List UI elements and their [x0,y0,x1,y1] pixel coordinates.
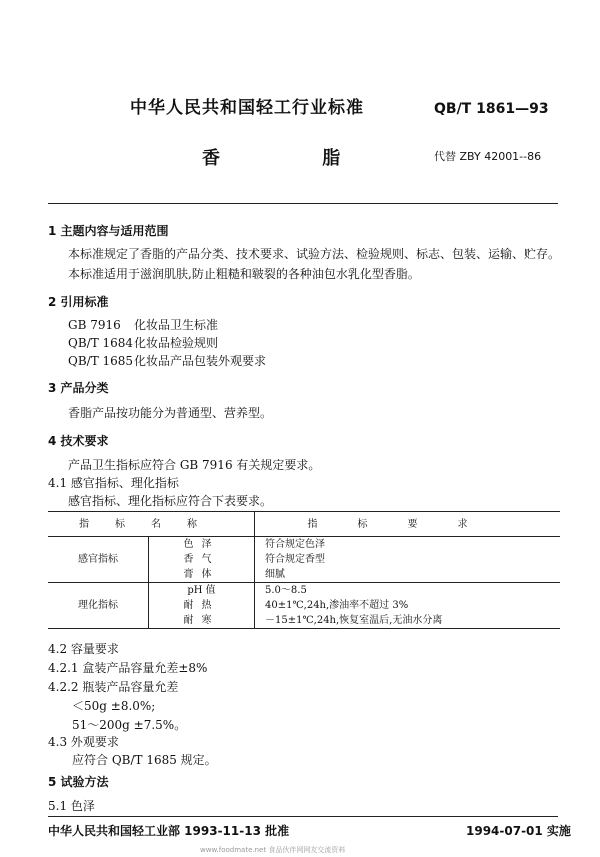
section-4-1-para: 感官指标、理化指标应符合下表要求。 [68,494,273,508]
section-1-heading: 1 主题内容与适用范围 [48,224,169,238]
section-4-2-2: 4.2.2 瓶装产品容量允差 [48,680,179,694]
header-rule [48,203,558,204]
section-1-para-1: 本标准规定了香脂的产品分类、技术要求、试验方法、检验规则、标志、包装、运输、贮存。 [68,247,561,261]
table-row [48,583,560,599]
reference-name: 化妆品卫生标准 [134,318,219,332]
reference-item [68,316,218,333]
item-requirement: 5.0～8.5 [265,585,307,596]
reference-item [68,334,218,351]
item-requirement: 符合规定色泽 [265,539,325,550]
section-2-heading: 2 引用标准 [48,295,109,309]
header-indicator-name: 指标名称 [48,512,255,537]
tolerance-line-1: ＜50g ±8.0%; [72,699,156,713]
replaces-note: 代替 ZBY 42001--86 [434,150,542,163]
section-5-heading: 5 试验方法 [48,775,109,789]
reference-name: 化妆品产品包装外观要求 [134,354,267,368]
item-name: 香气 [149,552,255,567]
approval-line: 中华人民共和国轻工业部 1993-11-13 批准 [48,824,290,838]
tolerance-line-2: 51～200g ±7.5%。 [72,718,187,732]
item-requirement: 细腻 [255,567,561,583]
watermark: www.foodmate.net 食品伙伴网网友交流资料 [200,846,346,854]
standard-code: QB/T 1861—93 [434,101,549,117]
issuer-title: 中华人民共和国轻工行业标准 [130,98,364,118]
item-requirement: －15±1℃,24h,恢复室温后,无油水分离 [255,613,561,629]
reference-code: GB 7916 [68,318,121,332]
item-requirement: 40±1℃,24h,渗油率不超过 3% [265,600,409,611]
category-physicochemical: 理化指标 [48,583,149,629]
section-5-1-heading: 5.1 色泽 [48,799,95,813]
reference-item [68,352,266,369]
table-header-row [48,512,560,537]
section-4-3-heading: 4.3 外观要求 [48,735,119,749]
item-requirement: 符合规定香型 [265,554,325,565]
effective-date: 1994-07-01 实施 [466,824,571,838]
section-3-para: 香脂产品按功能分为普通型、营养型。 [68,406,273,420]
section-4-2-heading: 4.2 容量要求 [48,642,119,656]
section-4-1-heading: 4.1 感官指标、理化指标 [48,476,179,490]
item-name: 耐热 [149,598,255,613]
reference-name: 化妆品检验规则 [134,336,219,350]
section-3-heading: 3 产品分类 [48,381,109,395]
item-name: pH 值 [149,583,255,599]
section-4-para: 产品卫生指标应符合 GB 7916 有关规定要求。 [68,458,321,472]
item-name: 耐寒 [149,613,255,629]
reference-code: QB/T 1685 [68,354,134,368]
header-indicator-requirement: 指标要求 [255,512,561,537]
table-row [48,537,560,553]
item-name: 膏体 [149,567,255,583]
item-name: 色泽 [149,537,255,553]
section-4-heading: 4 技术要求 [48,434,109,448]
requirements-table [48,511,560,629]
section-1-para-2: 本标准适用于滋润肌肤,防止粗糙和皲裂的各种油包水乳化型香脂。 [68,267,420,281]
document-title: 香 脂 [202,148,389,169]
footer-rule [48,816,558,817]
reference-code: QB/T 1684 [68,336,134,350]
section-4-2-1: 4.2.1 盒装产品容量允差±8% [48,661,208,675]
category-sensory: 感官指标 [48,537,149,583]
section-4-3-para: 应符合 QB/T 1685 规定。 [72,753,217,767]
